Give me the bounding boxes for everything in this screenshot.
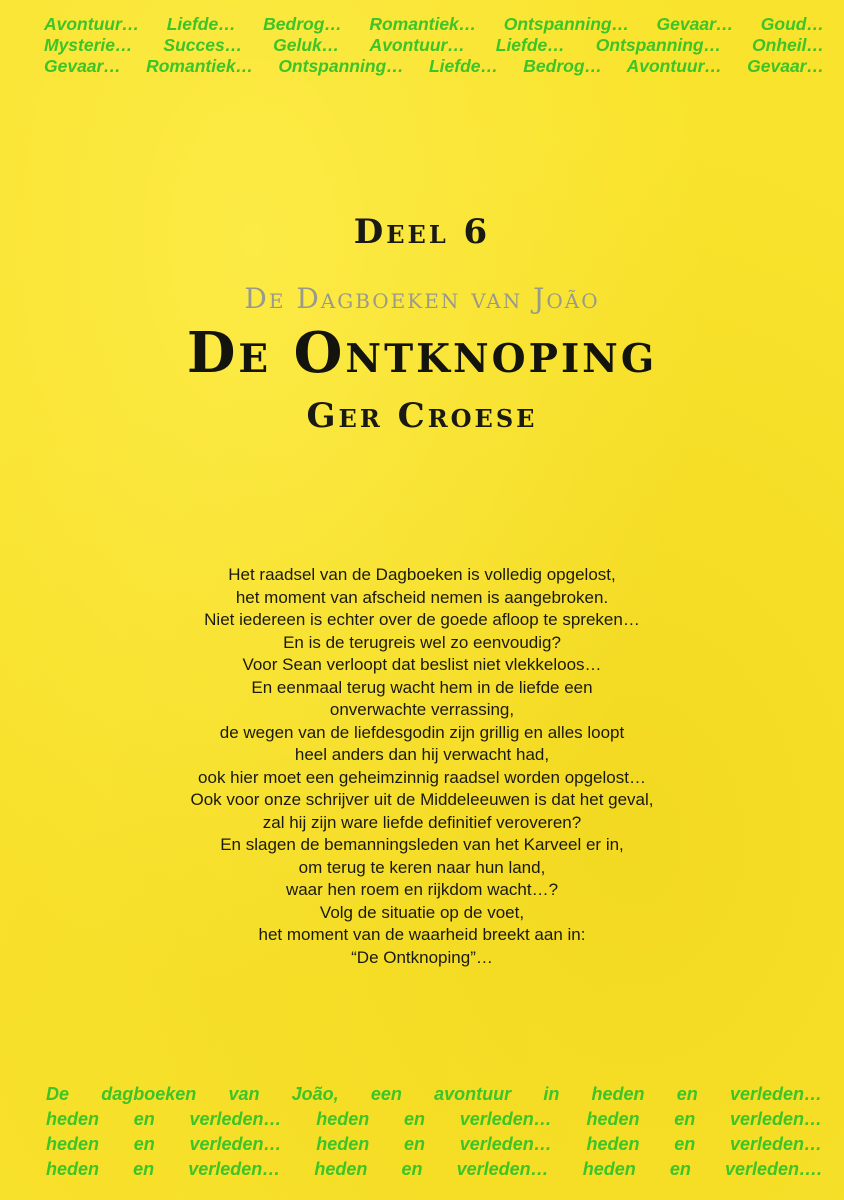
blurb-line: En eenmaal terug wacht hem in de liefde een [251,677,593,697]
top-tagline-line: Mysterie… Succes… Geluk… Avontuur… Liefde… Ontspanning… Onheil… [44,35,824,55]
bottom-tagline-line: heden en verleden… heden en verleden… heden en verleden… [46,1134,822,1154]
blurb-line: En slagen de bemanningsleden van het Karveel er in, [220,835,624,854]
bottom-tagline [46,1082,822,1182]
blurb-line: “De Ontknoping”… [351,947,493,967]
blurb-line: zal hij zijn ware liefde definitief veroveren? [262,812,582,832]
blurb-line: het moment van afscheid nemen is aangebroken. [235,587,609,607]
top-tagline-line: Gevaar… Romantiek… Ontspanning… Liefde… Bedrog… Avontuur… Gevaar… [44,56,824,76]
bottom-tagline-line: heden en verleden… heden en verleden… heden en verleden…. [46,1159,822,1179]
series-title: De Dagboeken van João [244,282,600,315]
blurb-line: waar hen roem en rijkdom wacht…? [285,880,559,899]
blurb [60,564,784,969]
blurb-line: Voor Sean verloopt dat beslist niet vlekkeloos… [242,655,602,674]
blurb-line: Ook voor onze schrijver uit de Middeleeuwen is dat het geval, [190,790,654,809]
blurb-line: En is de terugreis wel zo eenvoudig? [283,632,561,652]
top-tagline-line: Avontuur… Liefde… Bedrog… Romantiek… Ontspanning… Gevaar… Goud… [44,14,824,34]
top-tagline [44,14,824,77]
author-name: Ger Croese [306,396,538,436]
blurb-line: Niet iedereen is echter over de goede afloop te spreken… [204,610,640,629]
bottom-tagline-line: heden en verleden… heden en verleden… heden en verleden… [46,1109,822,1129]
blurb-line: ook hier moet een geheimzinnig raadsel worden opgelost… [198,767,646,787]
blurb-line: Volg de situatie op de voet, [319,902,525,922]
bottom-tagline-line: De dagboeken van João, een avontuur in heden en verleden… [46,1084,822,1104]
book-title: De Ontknoping [186,320,658,386]
blurb-line: heel anders dan hij verwacht had, [294,745,550,764]
blurb-line: om terug te keren naar hun land, [298,857,546,877]
blurb-line: het moment van de waarheid breekt aan in: [258,925,586,944]
volume-number: Deel 6 [353,212,491,252]
blurb-line: Het raadsel van de Dagboeken is volledig opgelost, [228,565,616,584]
blurb-line: onverwachte verrassing, [329,700,515,719]
blurb-line: de wegen van de liefdesgodin zijn grillig en alles loopt [219,722,625,742]
